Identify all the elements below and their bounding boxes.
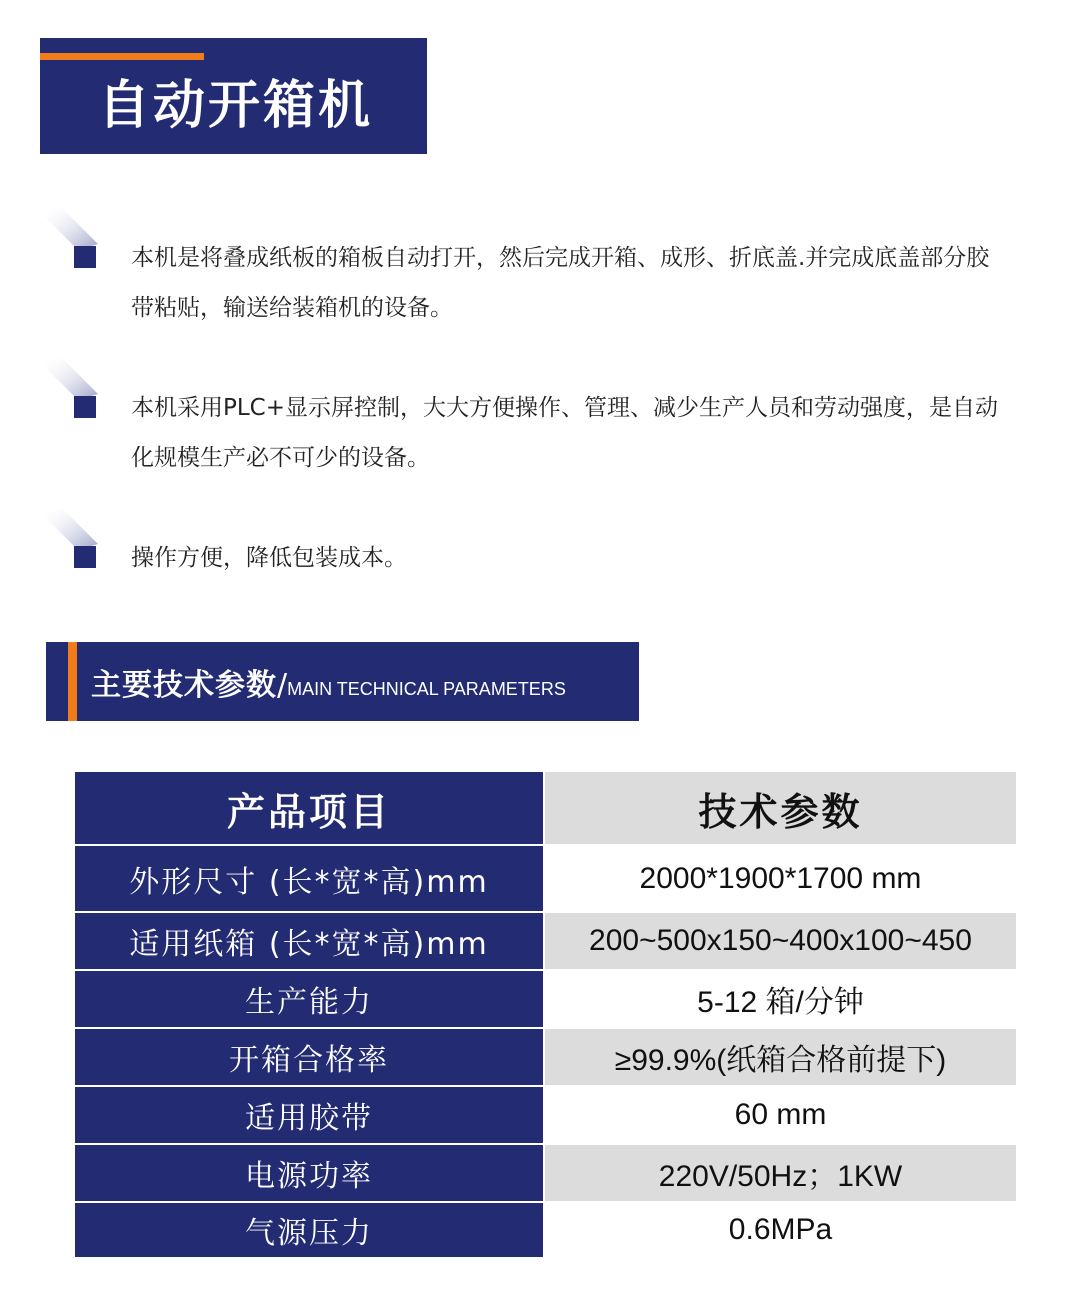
header-value: 技术参数 [545, 772, 1016, 844]
feature-text: 操作方便，降低包装成本。 [131, 545, 407, 571]
row-value: 200~500x150~400x100~450 [545, 913, 1016, 969]
section-title [91, 660, 566, 704]
section-title-en: MAIN TECHNICAL PARAMETERS [287, 679, 566, 699]
feature-item [40, 508, 1040, 578]
page-title: 自动开箱机 [98, 76, 374, 136]
feature-text: 本机采用PLC+显示屏控制，大大方便操作、管理、减少生产人员和劳动强度，是自动化规模生产必不可少的设备。 [131, 395, 999, 471]
row-value: 0.6MPa [545, 1203, 1016, 1257]
title-accent-bar [40, 53, 204, 60]
row-item: 外形尺寸 (长*宽*高)mm [75, 846, 543, 911]
feature-item [40, 358, 1040, 478]
row-item: 生产能力 [75, 971, 543, 1027]
feature-item [40, 208, 1040, 328]
table-row [75, 1145, 1016, 1201]
table-row [75, 913, 1016, 969]
row-value: 60 mm [545, 1087, 1016, 1143]
row-value: ≥99.9%(纸箱合格前提下) [545, 1029, 1016, 1085]
section-title-separator: / [277, 668, 288, 703]
specs-table-header [75, 772, 1016, 844]
row-item: 适用胶带 [75, 1087, 543, 1143]
row-value: 5-12 箱/分钟 [545, 971, 1016, 1027]
specs-table [75, 772, 1016, 1257]
row-item: 气源压力 [75, 1203, 543, 1257]
table-row [75, 846, 1016, 911]
table-row [75, 1029, 1016, 1085]
square-bullet-icon [40, 508, 100, 568]
header-item: 产品项目 [75, 772, 543, 844]
feature-text: 本机是将叠成纸板的箱板自动打开，然后完成开箱、成形、折底盖.并完成底盖部分胶带粘贴，输送给装箱机的设备。 [131, 245, 990, 321]
row-value: 220V/50Hz；1KW [545, 1145, 1016, 1201]
section-header [46, 642, 639, 721]
square-bullet-icon [40, 208, 100, 268]
row-item: 适用纸箱 (长*宽*高)mm [75, 913, 543, 969]
row-item: 开箱合格率 [75, 1029, 543, 1085]
row-item: 电源功率 [75, 1145, 543, 1201]
title-banner [40, 38, 427, 154]
section-accent-bar [68, 642, 77, 721]
square-bullet-icon [40, 358, 100, 418]
section-title-cn: 主要技术参数 [91, 668, 277, 703]
row-value: 2000*1900*1700 mm [545, 846, 1016, 911]
table-row [75, 971, 1016, 1027]
table-row [75, 1203, 1016, 1257]
table-row [75, 1087, 1016, 1143]
